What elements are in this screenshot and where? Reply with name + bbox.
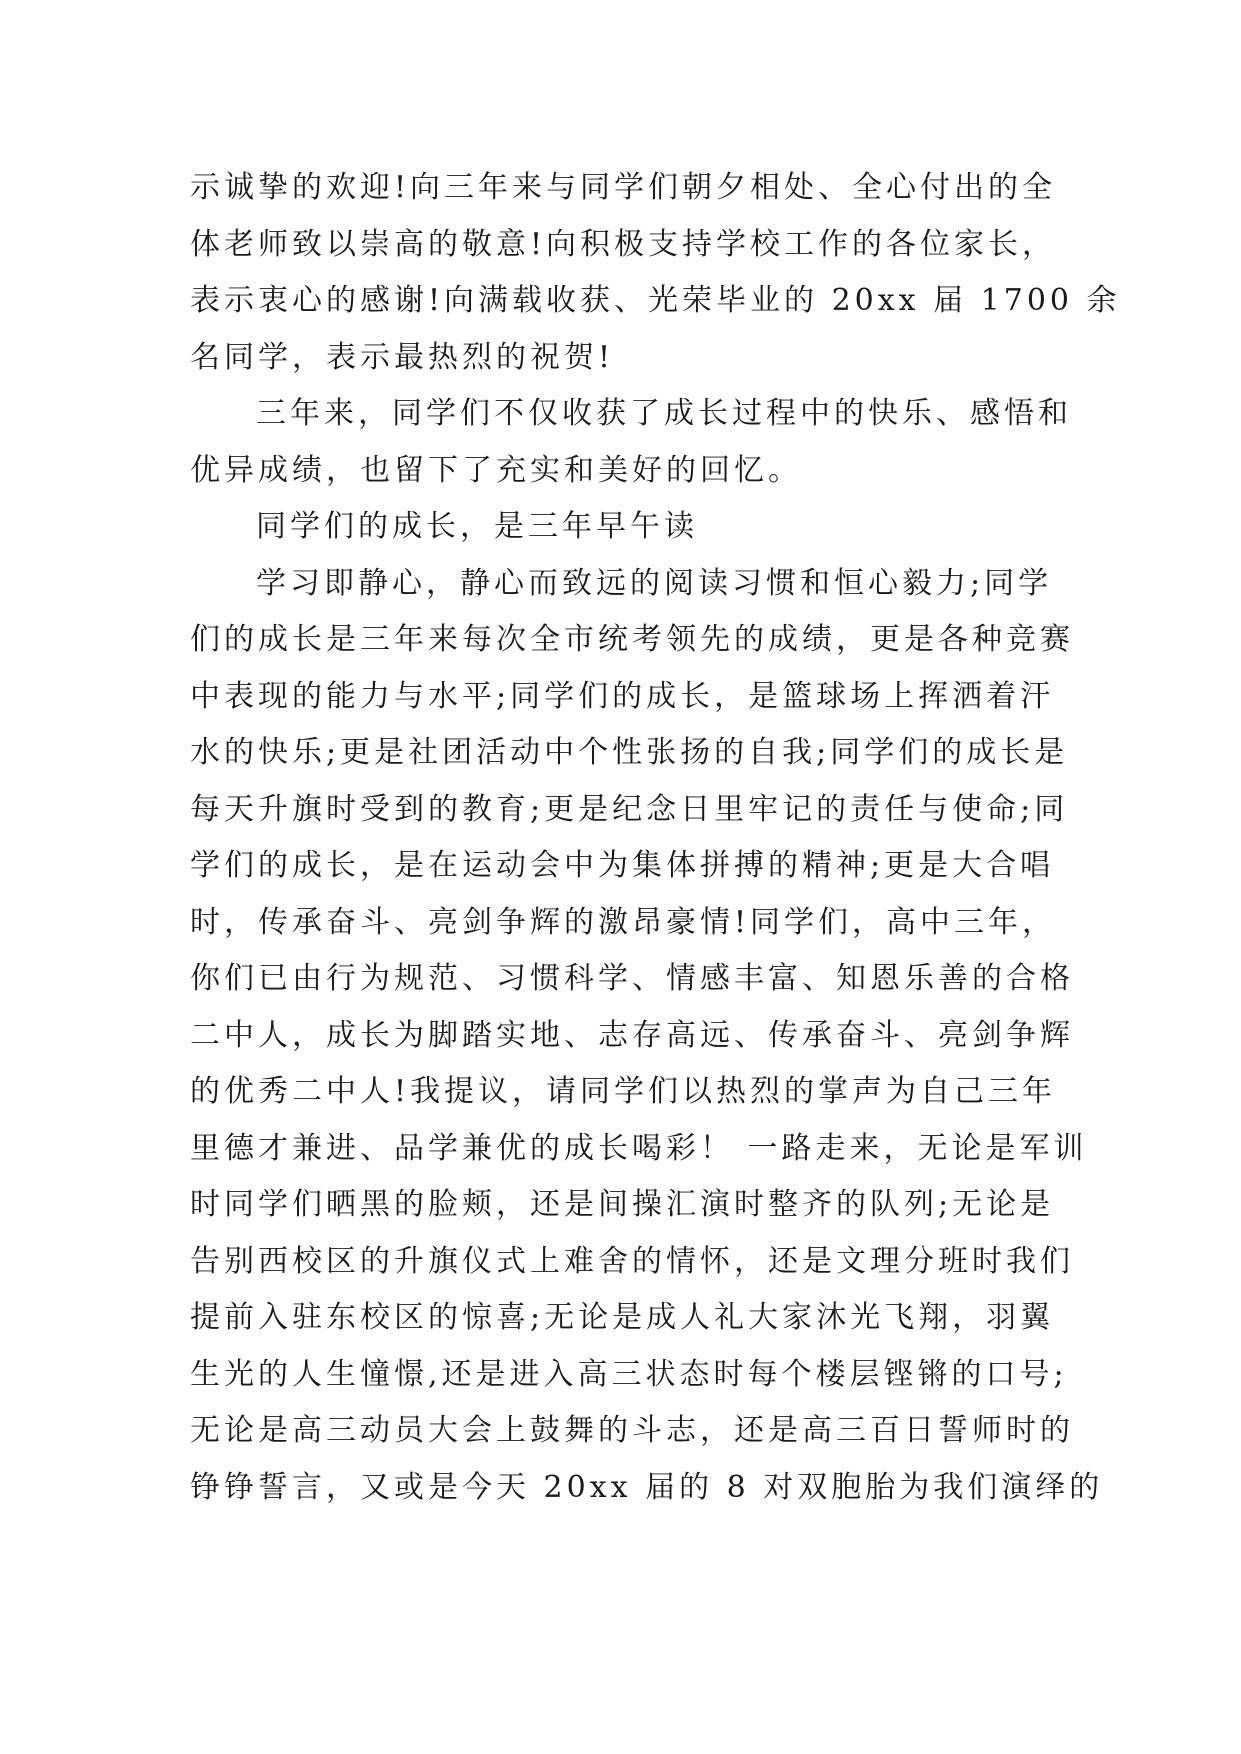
text-line: 每天升旗时受到的教育;更是纪念日里牢记的责任与使命;同 (190, 791, 1069, 827)
text-line: 水的快乐;更是社团活动中个性张扬的自我;同学们的成长是 (190, 735, 1069, 770)
text-line: 中表现的能力与水平;同学们的成长，是篮球场上挥洒着汗 (190, 678, 1055, 714)
text-line: 告别西校区的升旗仪式上难舍的情怀，还是文理分班时我们 (190, 1243, 1074, 1279)
text-line: 时同学们晒黑的脸颊，还是间操汇演时整齐的队列;无论是 (190, 1187, 1055, 1222)
text-line: 表示衷心的感谢!向满载收获、光荣毕业的 20xx 届 1700 余 (190, 283, 1121, 318)
paragraph-first-line: 三年来，同学们不仅收获了成长过程中的快乐、感悟和 (256, 396, 1072, 431)
paragraph-first-line: 同学们的成长，是三年早午读 (256, 509, 698, 544)
text-line: 铮铮誓言，又或是今天 20xx 届的 8 对双胞胎为我们演绎的 (190, 1469, 1104, 1505)
text-line: 学们的成长，是在运动会中为集体拼搏的精神;更是大合唱 (190, 848, 1055, 883)
text-line: 提前入驻东校区的惊喜;无论是成人礼大家沐光飞翔，羽翼 (190, 1300, 1055, 1335)
text-line: 们的成长是三年来每次全市统考领先的成绩，更是各种竞赛 (190, 622, 1074, 657)
text-line: 二中人，成长为脚踏实地、志存高远、传承奋斗、亮剑争辉 (190, 1017, 1074, 1053)
text-line: 时，传承奋斗、亮剑争辉的激昂豪情!同学们，高中三年， (190, 904, 1057, 940)
text-line: 优异成绩，也留下了充实和美好的回忆。 (190, 452, 802, 488)
text-line: 体老师致以崇高的敬意!向积极支持学校工作的各位家长， (190, 226, 1057, 262)
paragraph-first-line: 学习即静心，静心而致远的阅读习惯和恒心毅力;同学 (256, 565, 1053, 601)
text-line: 的优秀二中人!我提议，请同学们以热烈的掌声为自己三年 (190, 1074, 1057, 1109)
text-line: 生光的人生憧憬,还是进入高三状态时每个楼层铿锵的口号; (190, 1356, 1068, 1392)
text-line: 无论是高三动员大会上鼓舞的斗志，还是高三百日誓师时的 (190, 1413, 1074, 1448)
text-line: 示诚挚的欢迎!向三年来与同学们朝夕相处、全心付出的全 (190, 170, 1057, 205)
text-line: 里德才兼进、品学兼优的成长喝彩！ 一路走来，无论是军训 (190, 1130, 1088, 1166)
body-text (190, 160, 1121, 1516)
text-line: 你们已由行为规范、习惯科学、情感丰富、知恩乐善的合格 (190, 961, 1074, 996)
text-line: 名同学，表示最热烈的祝贺! (190, 339, 615, 375)
